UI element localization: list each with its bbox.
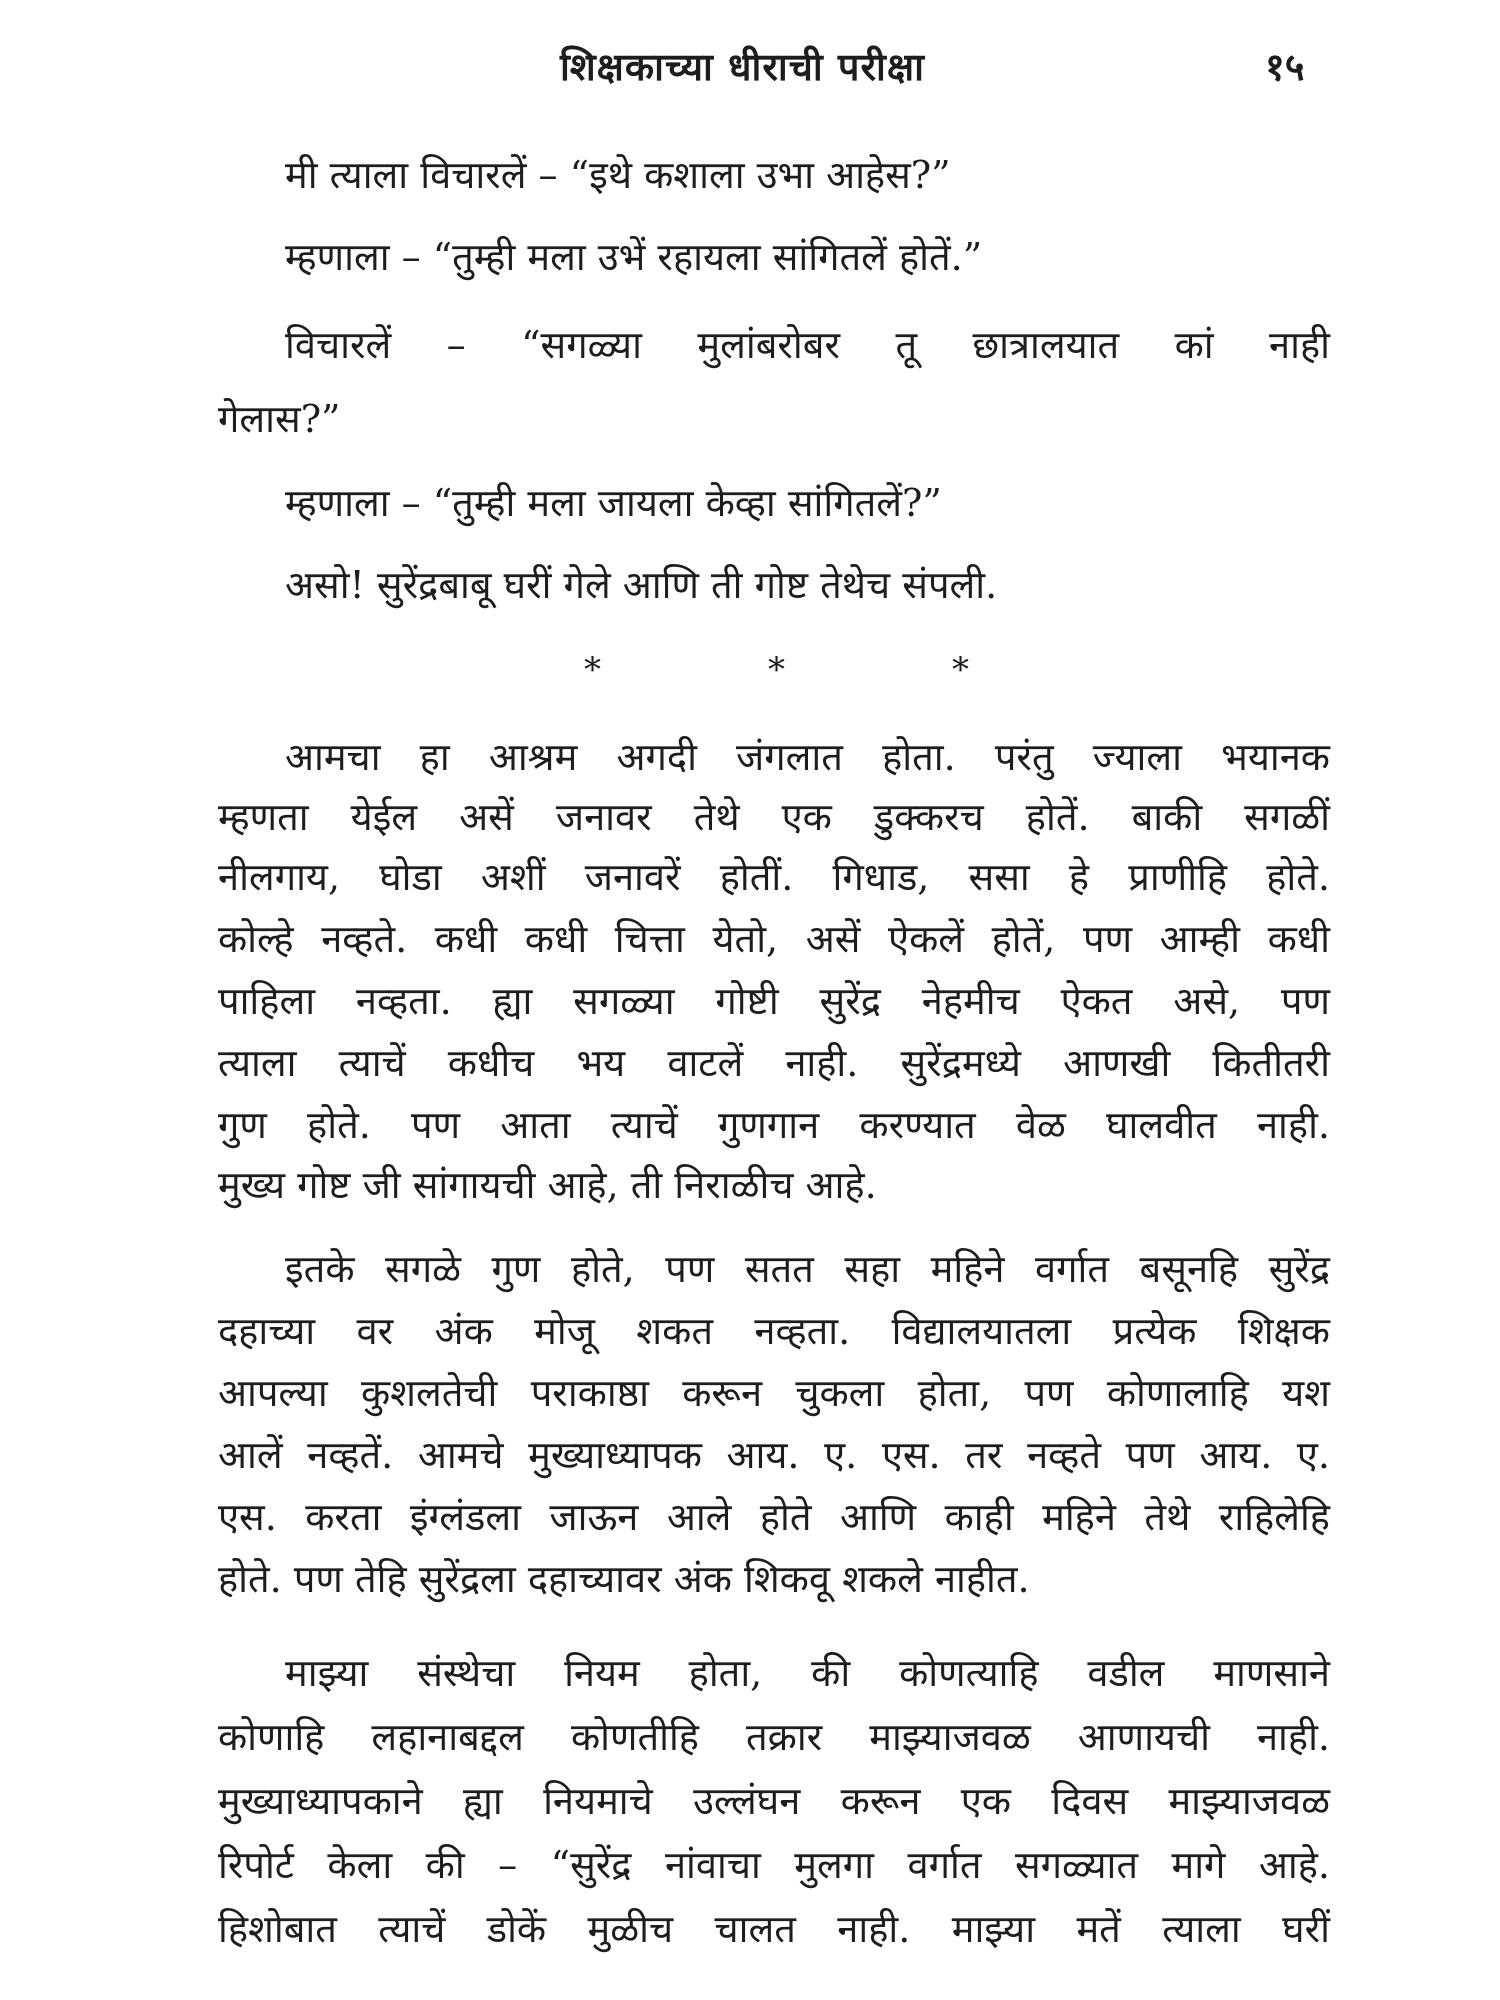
dialogue-line: गेलास?” <box>218 397 341 441</box>
paragraph-line: नीलगाय, घोडा अशीं जनावरें होतीं. गिधाड, ससा हे प्राणीहि होते. <box>218 855 1330 899</box>
paragraph-line: गुण होते. पण आता त्याचें गुणगान करण्यात वेळ घालवीत नाही. <box>218 1103 1330 1147</box>
section-separator <box>0 650 1500 690</box>
paragraph-line: कोल्हे नव्हते. कधी कधी चित्ता येतो, असें ऐकलें होतें, पण आम्ही कधी <box>218 917 1330 961</box>
running-header <box>0 40 1500 100</box>
paragraph-line: दहाच्या वर अंक मोजू शकत नव्हता. विद्यालयातला प्रत्येक शिक्षक <box>218 1309 1330 1353</box>
paragraph-line: पाहिला नव्हता. ह्या सगळ्या गोष्टी सुरेंद्र नेहमीच ऐकत असे, पण <box>218 979 1330 1023</box>
paragraph-line: माझ्या संस्थेचा नियम होता, की कोणत्याहि वडील माणसाने <box>285 1651 1330 1695</box>
paragraph-line: त्याला त्याचें कधीच भय वाटलें नाही. सुरेंद्रमध्ये आणखी कितीतरी <box>218 1041 1330 1085</box>
separator-asterisk: * <box>952 650 969 690</box>
dialogue-line: मी त्याला विचारलें – “इथे कशाला उभा आहेस?” <box>285 153 951 197</box>
paragraph-line: म्हणता येईल असें जनावर तेथे एक डुक्करच होतें. बाकी सगळीं <box>218 795 1330 839</box>
dialogue-line: विचारलें – “सगळ्या मुलांबरोबर तू छात्रालयात कां नाही <box>285 323 1330 367</box>
paragraph-line: आपल्या कुशलतेची पराकाष्ठा करून चुकला होता, पण कोणालाहि यश <box>218 1371 1330 1415</box>
paragraph-line: इतके सगळे गुण होते, पण सतत सहा महिने वर्गात बसूनहि सुरेंद्र <box>285 1247 1330 1291</box>
paragraph-line: रिपोर्ट केला की – “सुरेंद्र नांवाचा मुलगा वर्गात सगळ्यात मागे आहे. <box>218 1843 1330 1887</box>
dialogue-line: म्हणाला – “तुम्ही मला जायला केव्हा सांगितलें?” <box>285 481 942 525</box>
separator-asterisk: * <box>584 650 601 690</box>
paragraph-line: मुख्य गोष्ट जी सांगायची आहे, ती निराळीच आहे. <box>218 1163 877 1207</box>
paragraph-line: हिशोबात त्याचें डोकें मुळीच चालत नाही. माझ्या मतें त्याला घरीं <box>218 1907 1330 1951</box>
dialogue-line: म्हणाला – “तुम्ही मला उभें रहायला सांगितलें होतें.” <box>285 235 983 279</box>
paragraph-line: एस. करता इंग्लंडला जाऊन आले होते आणि काही महिने तेथे राहिलेहि <box>218 1495 1330 1539</box>
dialogue-line: असो! सुरेंद्रबाबू घरीं गेले आणि ती गोष्ट तेथेच संपली. <box>285 563 998 607</box>
paragraph-line: कोणाहि लहानाबद्दल कोणतीहि तक्रार माझ्याजवळ आणायची नाही. <box>218 1715 1330 1759</box>
separator-asterisk: * <box>768 650 785 690</box>
paragraph-line: आमचा हा आश्रम अगदी जंगलात होता. परंतु ज्याला भयानक <box>285 735 1330 779</box>
paragraph-line: होते. पण तेहि सुरेंद्रला दहाच्यावर अंक शिकवू शकले नाहीत. <box>218 1557 1030 1601</box>
paragraph-line: आलें नव्हतें. आमचे मुख्याध्यापक आय. ए. एस. तर नव्हते पण आय. ए. <box>218 1433 1330 1477</box>
chapter-title: शिक्षकाच्या धीराची परीक्षा <box>560 44 925 89</box>
page-number: १५ <box>1265 44 1305 89</box>
paragraph-line: मुख्याध्यापकाने ह्या नियमाचे उल्लंघन करून एक दिवस माझ्याजवळ <box>218 1779 1330 1823</box>
